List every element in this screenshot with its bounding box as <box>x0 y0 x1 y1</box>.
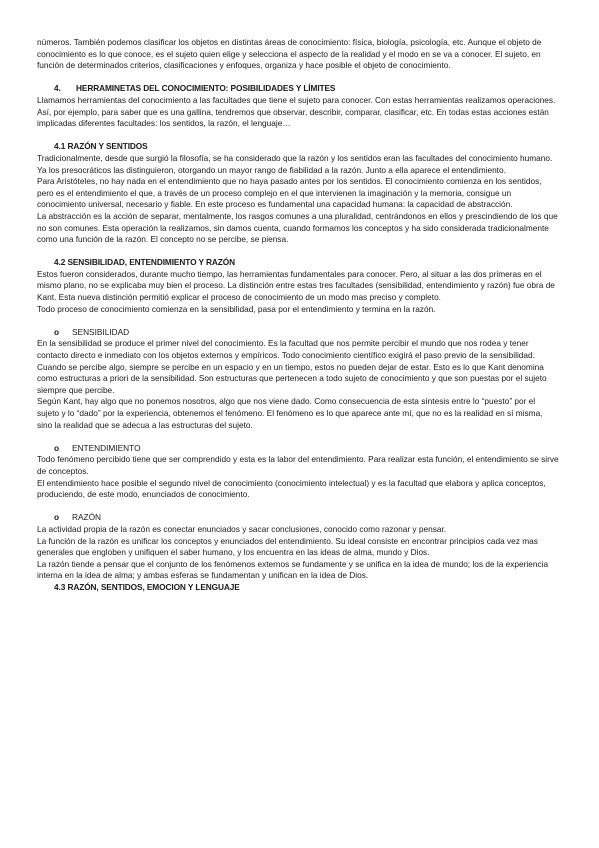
entendimiento-paragraph: Todo fenómeno percibido tiene que ser comprendido y esta es la labor del entendimiento. Para realizar esta función, el entendimiento se sirve de conceptos. <box>37 454 559 476</box>
entendimiento-paragraph: El entendimiento hace posible el segundo nivel de conocimiento (conocimiento intelectual) y es la facultad que elabora y aplica conceptos, produciendo, de este modo, enunciados de conocimiento. <box>37 477 546 500</box>
section-4-title: HERRAMINETAS DEL CONOCIMIENTO: POSIBILIDADES Y LÍMITES <box>76 83 336 94</box>
sensibilidad-paragraph: En la sensibilidad se produce el primer nivel del conocimiento. Es la facultad que nos permite percibir el mundo que nos rodea y tener contacto directo e inmediato con los objetos externos y empíricos. Todo conocimiento científico exigirá el paso previo de la sensibilidad. <box>37 338 535 361</box>
sensibilidad-paragraph: Según Kant, hay algo que no ponemos nosotros, algo que nos viene dado. Como consecuencia de esta síntesis entre lo “puesto” por el sujeto y lo “dado” por la experiencia, obtenemos el fenómeno. El fenómeno es lo que aparece ante mí, que no es la realidad en sí misma, sino la realidad que se adecua a las estructuras del sujeto. <box>37 396 543 430</box>
bullet-marker: o <box>54 442 60 453</box>
section-4-2-paragraph: Estos fueron considerados, durante mucho tiempo, las herramientas fundamentales para conocer. Pero, al situar a las dos primeras en el mismo plano, no se explicaba muy bien el proceso. La distinción entre estas tres facultades (sensibilidad, entendimiento y razón) fue obra de Kant. Esta nueva distinción permitió explicar el proceso de conocimiento de un modo mas preciso y completo. <box>37 268 555 303</box>
sensibilidad-paragraph: Cuando se percibe algo, siempre se percibe en un espacio y en un tiempo, estos no pueden dejar de estar. Esto es lo que Kant denomina como estructuras a priori de la sensibilidad. Son estructuras que pertenecen a todo sujeto de conocimiento y que son puestas por el sujeto siempre que percibe. <box>37 361 547 395</box>
razon-paragraph: La función de la razón es unificar los conceptos y enunciados del entendimiento. Su ideal consiste en encontrar principios cada vez mas generales que engloben y unifiquen el saber humano, y los encuentra en las ideas de alma, mundo y Dios. <box>37 535 538 558</box>
razon-paragraph: La razón tiende a pensar que el conjunto de los fenómenos externos se fundamente y se unifica en la idea de mundo; los de la experiencia interna en la idea de alma; y ambas esferas se fundamentan y unifican en la idea de Dios. <box>37 558 549 581</box>
section-4-1-paragraph: Tradicionalmente, desde que surgió la filosofía, se ha considerado que la razón y los sentidos eran las facultades del conocimiento humano. Ya los presocráticos las distinguieron, otorgando un mayor rango de fiabilidad a la razón. Junto a ella aparece el entendimiento. <box>37 152 553 175</box>
entendimiento-heading <box>37 443 559 455</box>
razon-heading <box>37 512 559 524</box>
intro-paragraph: números. También podemos clasificar los objetos en distintas áreas de conocimiento: física, biología, psicología, etc. Aunque el objeto de conocimiento es lo que conoce, es el sujeto quien elige y selecciona el aspecto de la realidad y el modo en se va a conocer. El sujeto, en función de determinados criterios, clasificaciones y enfoques, organiza y hace posible el objeto de conocimiento. <box>37 37 542 71</box>
section-4-1-paragraph: La abstracción es la acción de separar, mentalmente, los rasgos comunes a una pluralidad, centrándonos en ellos y prescindiendo de los que no son comunes. Esta operación la realizamos, sin damos cuenta, cuando formamos los conceptos y ha sido considerada tradicionalmente como una función de la razón. El concepto no se percibe, se piensa. <box>37 210 558 245</box>
section-4-2-heading: 4.2 SENSIBILIDAD, ENTENDIMIENTO Y RAZÓN <box>54 257 235 268</box>
section-4-heading <box>37 83 559 95</box>
section-4-1-paragraph: Para Aristóteles, no hay nada en el entendimiento que no haya pasado antes por los sentidos. El conocimiento comienza en los sentidos, pero es el entendimiento el que, a través de un proceso complejo en el que intervienen la imaginación y la memoria, consigue un conocimiento universal, necesario y fiable. En este proceso es fundamental una capacidad humana: la capacidad de abstracción. <box>37 176 542 210</box>
section-4-paragraph: Llamamos herramientas del conocimiento a las facultades que tiene el sujeto para conocer. Con estas herramientas realizamos operaciones. Así, por ejemplo, para saber que es una gallina, tendremos que observar, describir, comparar, clasificar, etc. En todas estas acciones están implicadas diferentes facultades: los sentidos, la razón, el lenguaje… <box>37 94 556 129</box>
section-4-1-heading: 4.1 RAZÓN Y SENTIDOS <box>54 141 148 152</box>
section-4-3-heading: 4.3 RAZÓN, SENTIDOS, EMOCION Y LENGUAJE <box>54 581 240 592</box>
razon-title: RAZÓN <box>72 512 102 523</box>
bullet-marker: o <box>54 326 60 337</box>
sensibilidad-heading <box>37 327 559 339</box>
razon-paragraph: La actividad propia de la razón es conectar enunciados y sacar conclusiones, conocido como razonar y pensar. <box>37 523 447 534</box>
bullet-marker: o <box>54 512 60 523</box>
section-4-number: 4. <box>54 83 61 94</box>
section-4-2-paragraph: Todo proceso de conocimiento comienza en la sensibilidad, pasa por el entendimiento y termina en la razón. <box>37 303 436 314</box>
sensibilidad-title: SENSIBILIDAD <box>72 326 130 337</box>
entendimiento-title: ENTENDIMIENTO <box>72 442 141 453</box>
